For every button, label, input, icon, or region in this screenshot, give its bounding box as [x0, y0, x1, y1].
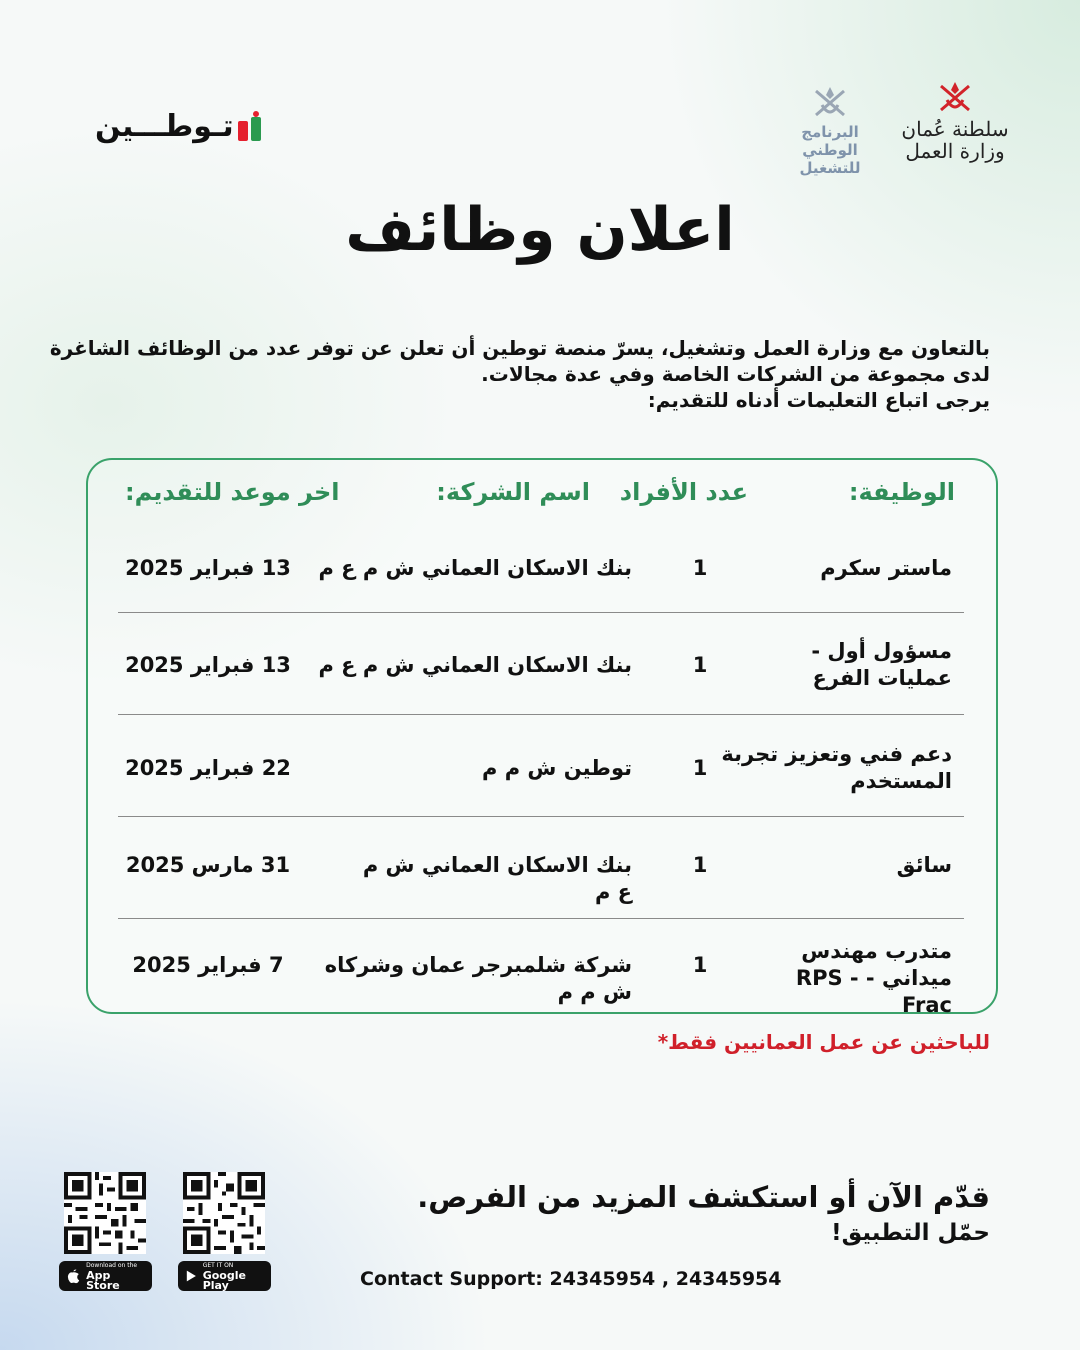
- tawteen-mark-icon: [238, 111, 264, 141]
- row-divider: [118, 714, 964, 715]
- google-play-qr-code[interactable]: [183, 1172, 265, 1254]
- program-line2: للتشغيل: [799, 159, 861, 177]
- row1-company: بنك الاسكان العماني ش م ع م: [318, 556, 632, 580]
- row1-job: ماستر سكرم: [820, 556, 952, 580]
- google-play-badge[interactable]: [178, 1261, 271, 1291]
- intro-line: يرجى اتباع التعليمات أدناه للتقديم:: [647, 388, 990, 412]
- row5-deadline: 7 فبراير 2025: [132, 953, 284, 977]
- app-store-qr-code[interactable]: [64, 1172, 146, 1254]
- header-company: اسم الشركة:: [436, 478, 590, 506]
- play-icon: [186, 1269, 197, 1283]
- row4-job: سائق: [896, 853, 952, 877]
- row-divider: [118, 612, 964, 613]
- ministry-of-labour-logo: [900, 80, 1010, 170]
- apple-icon: [67, 1268, 80, 1284]
- row5-company: شركة شلمبرجر عمان وشركاه ش م م: [324, 953, 632, 1004]
- row2-deadline: 13 فبراير 2025: [125, 653, 291, 677]
- page-title: اعلان وظائف: [345, 195, 735, 265]
- google-play-big-text: Google Play: [202, 1269, 246, 1292]
- row5-job: متدرب مهندس ميداني - RPS - Frac: [795, 939, 952, 1017]
- national-employment-program-logo: [780, 85, 880, 177]
- ministry-line2: وزارة العمل: [905, 139, 1005, 163]
- intro-line: بالتعاون مع وزارة العمل وتشغيل، يسرّ منصة توطين أن تعلن عن توفر عدد من الوظائف الشاغرة: [49, 336, 990, 360]
- program-line1: البرنامج الوطني: [801, 123, 859, 159]
- row3-count: 1: [692, 756, 708, 780]
- row1-deadline: 13 فبراير 2025: [125, 556, 291, 580]
- oman-emblem-grey-icon: [810, 85, 850, 119]
- jobs-table-card: [86, 458, 998, 1014]
- app-store-small-text: Download on the: [86, 1262, 138, 1269]
- contact-support: Contact Support: 24345954 , 24345954: [360, 1268, 782, 1290]
- row5-count: 1: [692, 953, 708, 977]
- oman-emblem-icon: [935, 80, 975, 114]
- row2-count: 1: [692, 653, 708, 677]
- row-divider: [118, 918, 964, 919]
- intro-paragraph: [49, 335, 990, 413]
- cta-headline: قدّم الآن أو استكشف المزيد من الفرص.: [417, 1180, 990, 1214]
- row4-deadline: 31 مارس 2025: [125, 853, 291, 877]
- header-count: عدد الأفراد: [619, 478, 748, 506]
- header-deadline: اخر موعد للتقديم:: [125, 478, 340, 506]
- cta-download-app: حمّل التطبيق!: [831, 1220, 990, 1246]
- row2-job: مسؤول أول - عمليات الفرع: [811, 639, 952, 690]
- row4-company: بنك الاسكان العماني ش م ع م: [362, 853, 632, 904]
- google-play-small-text: GET IT ON: [202, 1262, 234, 1269]
- row2-company: بنك الاسكان العماني ش م ع م: [318, 653, 632, 677]
- row3-job: دعم فني وتعزيز تجربة المستخدم: [721, 742, 952, 793]
- app-store-big-text: App Store: [86, 1269, 120, 1292]
- intro-line: لدى مجموعة من الشركات الخاصة وفي عدة مجالات.: [481, 362, 990, 386]
- row3-company: توطين ش م م: [482, 756, 632, 780]
- row1-count: 1: [692, 556, 708, 580]
- ministry-line1: سلطنة عُمان: [901, 117, 1009, 141]
- app-store-badge[interactable]: [59, 1261, 152, 1291]
- row3-deadline: 22 فبراير 2025: [125, 756, 291, 780]
- row-divider: [118, 816, 964, 817]
- omani-only-note: للباحثين عن عمل العمانيين فقط*: [657, 1030, 990, 1054]
- tawteen-logo: [95, 108, 264, 144]
- row4-count: 1: [692, 853, 708, 877]
- tawteen-wordmark: تـوطـــين: [95, 108, 234, 144]
- header-job: الوظيفة:: [848, 478, 955, 506]
